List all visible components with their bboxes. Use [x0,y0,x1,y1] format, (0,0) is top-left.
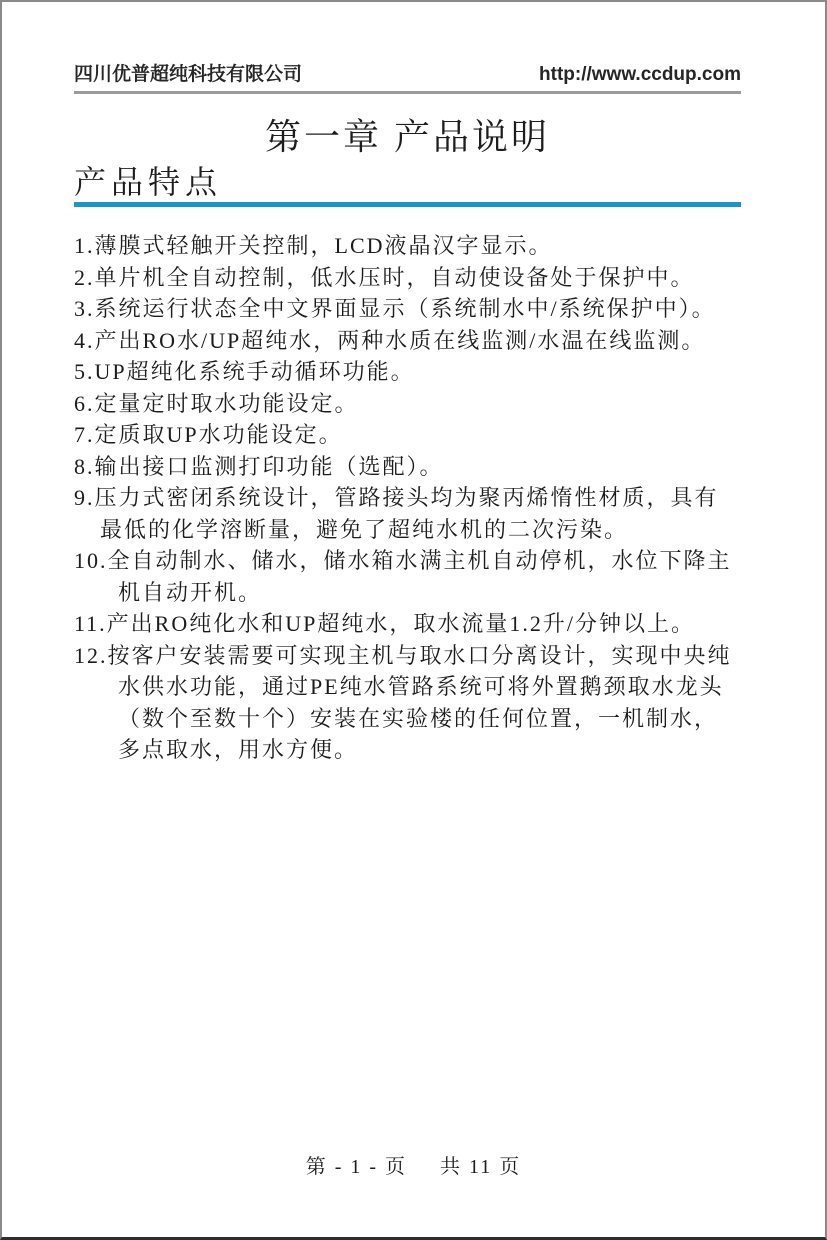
page-header [74,2,741,94]
feature-item: 7.定质取UP水功能设定。 [74,422,343,447]
feature-item: 1.薄膜式轻触开关控制，LCD液晶汉字显示。 [74,233,553,258]
page-number-label: 第 - 1 - 页 [305,1156,408,1178]
feature-item: 11.产出RO纯化水和UP超纯水，取水流量1.2升/分钟以上。 [74,611,695,636]
company-name: 四川优普超纯科技有限公司 [74,64,303,85]
total-pages-label: 共 11 页 [440,1156,522,1178]
feature-item: 6.定量定时取水功能设定。 [74,390,359,416]
feature-item: 5.UP超纯化系统手动循环功能。 [74,359,415,384]
website-url: http://www.ccdup.com [539,64,741,85]
page-footer [2,1150,825,1179]
section-heading: 产品特点 [74,164,223,200]
feature-item: 10.全自动制水、储水，储水箱水满主机自动停机，水位下降主机自动开机。 [74,548,732,605]
page-content [74,2,741,766]
feature-item: 12.按客户安装需要可实现主机与取水口分离设计，实现中央纯水供水功能，通过PE纯水管路系统可将外置鹅颈取水龙头（数个至数十个）安装在实验楼的任何位置，一机制水，多点取水，用水方便。 [74,642,732,762]
feature-item: 3.系统运行状态全中文界面显示（系统制水中/系统保护中）。 [74,296,716,321]
chapter-title: 第一章 产品说明 [264,117,550,157]
feature-item: 4.产出RO水/UP超纯水，两种水质在线监测/水温在线监测。 [74,327,706,353]
feature-list [74,230,741,766]
feature-item: 8.输出接口监测打印功能（选配）。 [74,453,444,479]
feature-item: 2.单片机全自动控制，低水压时，自动使设备处于保护中。 [74,264,695,290]
accent-rule [74,202,741,207]
feature-item: 9.压力式密闭系统设计，管路接头均为聚丙烯惰性材质，具有最低的化学溶断量，避免了超纯水机的二次污染。 [74,485,719,542]
